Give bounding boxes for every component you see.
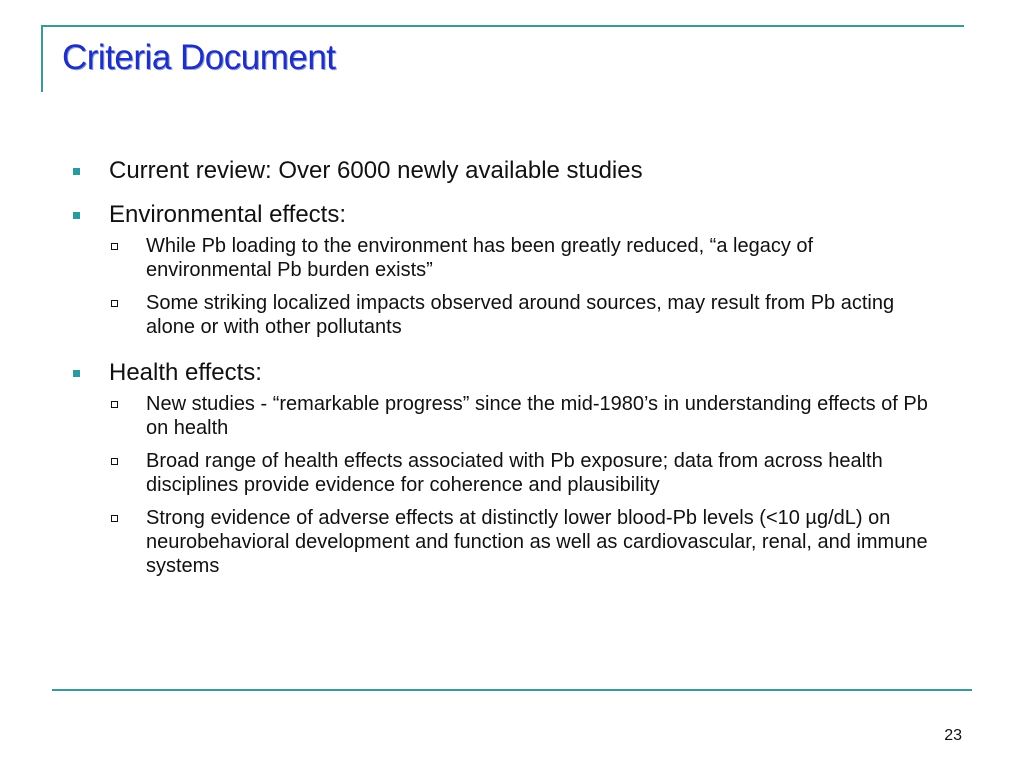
slide-title: Criteria Document xyxy=(62,38,336,77)
sub-bullet-new-studies xyxy=(0,392,936,440)
sub-bullet-strong-evidence xyxy=(0,506,936,578)
bullet-text: Environmental effects: xyxy=(109,201,347,228)
footer-rule xyxy=(52,689,972,691)
bullet-text: Current review: Over 6000 newly available studies xyxy=(109,157,643,184)
bullet-current-review xyxy=(0,157,1024,185)
hollow-square-bullet-icon xyxy=(111,300,118,307)
sub-bullet-localized-impacts xyxy=(0,291,936,339)
hollow-square-bullet-icon xyxy=(111,401,118,408)
hollow-square-bullet-icon xyxy=(111,243,118,250)
sub-bullet-text: Broad range of health effects associated with Pb exposure; data from across health disciplines provide evidence for coherence and plausibility xyxy=(146,450,883,496)
sub-bullet-text: Strong evidence of adverse effects at distinctly lower blood-Pb levels (<10 µg/dL) on neurobehavioral development and function as well as cardiovascular, renal, and immune systems xyxy=(146,507,928,577)
hollow-square-bullet-icon xyxy=(111,458,118,465)
filled-square-bullet-icon xyxy=(73,212,80,219)
bullet-environmental-effects xyxy=(0,201,1024,229)
title-frame-left-rule xyxy=(41,25,43,92)
bullet-text: Health effects: xyxy=(109,359,262,386)
sub-bullet-legacy-pb-burden xyxy=(0,234,936,282)
bullet-health-effects xyxy=(0,359,1024,387)
title-frame-top-rule xyxy=(41,25,964,27)
hollow-square-bullet-icon xyxy=(111,515,118,522)
sub-bullet-text: While Pb loading to the environment has been greatly reduced, “a legacy of environmental Pb burden exists” xyxy=(146,235,814,281)
sub-bullet-broad-range xyxy=(0,449,936,497)
sub-bullet-text: New studies - “remarkable progress” since the mid-1980’s in understanding effects of Pb on health xyxy=(146,393,928,439)
page-number: 23 xyxy=(944,727,962,744)
sub-bullet-text: Some striking localized impacts observed around sources, may result from Pb acting alone or with other pollutants xyxy=(146,292,895,338)
filled-square-bullet-icon xyxy=(73,370,80,377)
slide-content xyxy=(0,150,1024,578)
filled-square-bullet-icon xyxy=(73,168,80,175)
